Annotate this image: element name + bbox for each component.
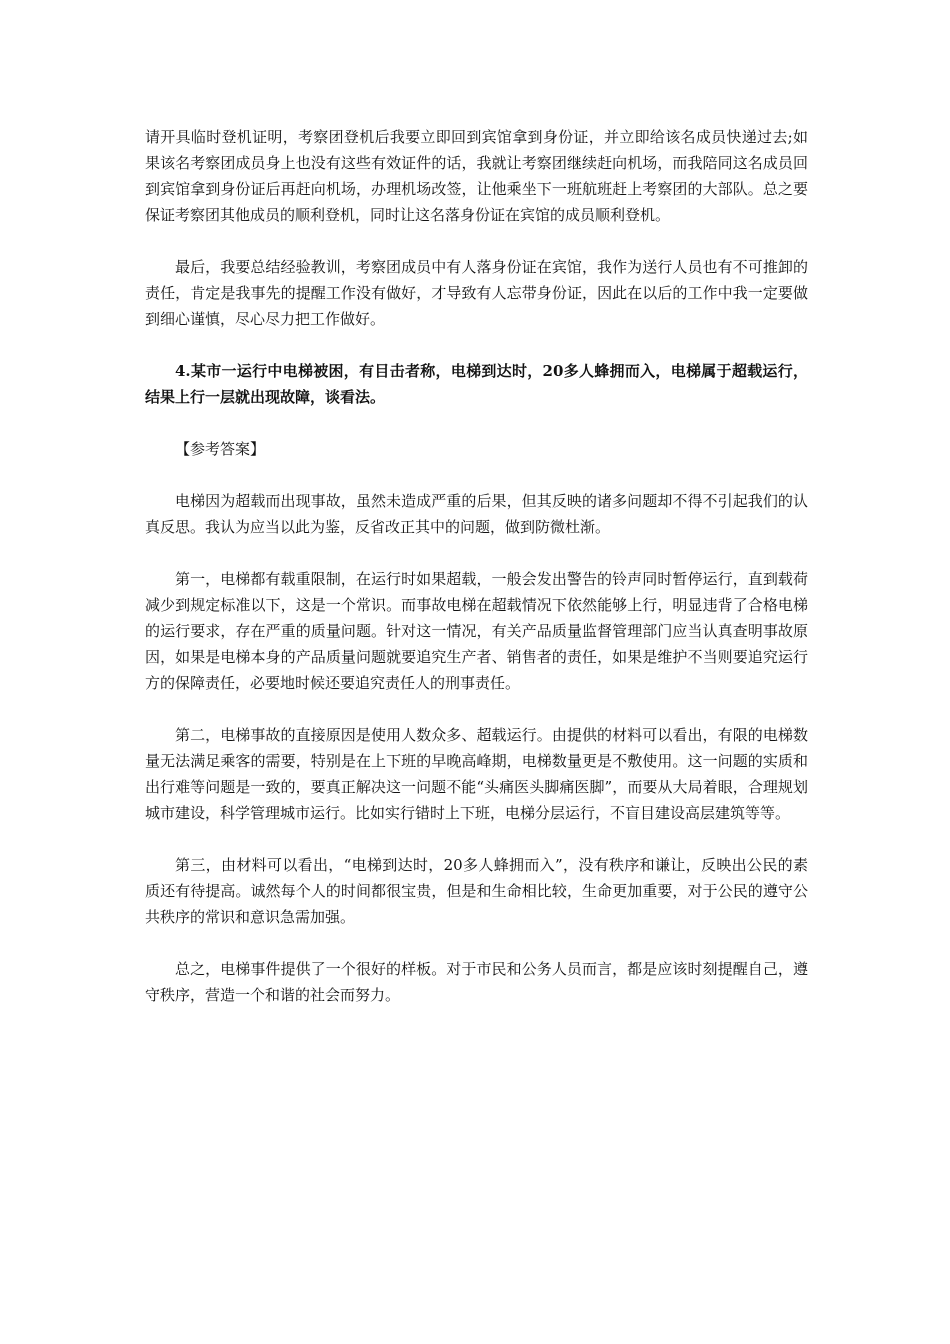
question-heading: 4.某市一运行中电梯被困，有目击者称，电梯到达时，20多人蜂拥而入，电梯属于超载运行，结果上行一层就出现故障，谈看法。	[145, 362, 808, 406]
paragraph-answer-continuation: 请开具临时登机证明，考察团登机后我要立即回到宾馆拿到身份证，并立即给该名成员快递过去;如果该名考察团成员身上也没有这些有效证件的话，我就让考察团继续赶向机场，而我陪同这名成员回到宾馆拿到身份证后再赶向机场，办理机场改签，让他乘坐下一班航班赶上考察团的大部队。总之要保证考察团其他成员的顺利登机，同时让这名落身份证在宾馆的成员顺利登机。	[145, 128, 808, 224]
paragraph-point-one: 第一，电梯都有载重限制，在运行时如果超载，一般会发出警告的铃声同时暂停运行，直到载荷减少到规定标准以下，这是一个常识。而事故电梯在超载情况下依然能够上行，明显违背了合格电梯的运行要求，存在严重的质量问题。针对这一情况，有关产品质量监督管理部门应当认真查明事故原因，如果是电梯本身的产品质量问题就要追究生产者、销售者的责任，如果是维护不当则要追究运行方的保障责任，必要地时候还要追究责任人的刑事责任。	[145, 570, 808, 692]
paragraph-intro: 电梯因为超载而出现事故，虽然未造成严重的后果，但其反映的诸多问题却不得不引起我们的认真反思。我认为应当以此为鉴，反省改正其中的问题，做到防微杜渐。	[145, 492, 808, 536]
reference-answer-label: 【参考答案】	[175, 440, 266, 458]
paragraph-point-three: 第三，由材料可以看出，“电梯到达时，20多人蜂拥而入”，没有秩序和谦让，反映出公民的素质还有待提高。诚然每个人的时间都很宝贵，但是和生命相比较，生命更加重要，对于公民的遵守公共秩序的常识和意识急需加强。	[145, 856, 808, 926]
document-body	[145, 124, 808, 1008]
paragraph-summary-lesson: 最后，我要总结经验教训，考察团成员中有人落身份证在宾馆，我作为送行人员也有不可推卸的责任，肯定是我事先的提醒工作没有做好，才导致有人忘带身份证，因此在以后的工作中我一定要做到细心谨慎，尽心尽力把工作做好。	[145, 258, 808, 328]
paragraph-conclusion: 总之，电梯事件提供了一个很好的样板。对于市民和公务人员而言，都是应该时刻提醒自己，遵守秩序，营造一个和谐的社会而努力。	[145, 960, 808, 1004]
paragraph-point-two: 第二，电梯事故的直接原因是使用人数众多、超载运行。由提供的材料可以看出，有限的电梯数量无法满足乘客的需要，特别是在上下班的早晚高峰期，电梯数量更是不敷使用。这一问题的实质和出行难等问题是一致的，要真正解决这一问题不能“头痛医头脚痛医脚”，而要从大局着眼，合理规划城市建设，科学管理城市运行。比如实行错时上下班，电梯分层运行，不盲目建设高层建筑等等。	[145, 726, 808, 822]
